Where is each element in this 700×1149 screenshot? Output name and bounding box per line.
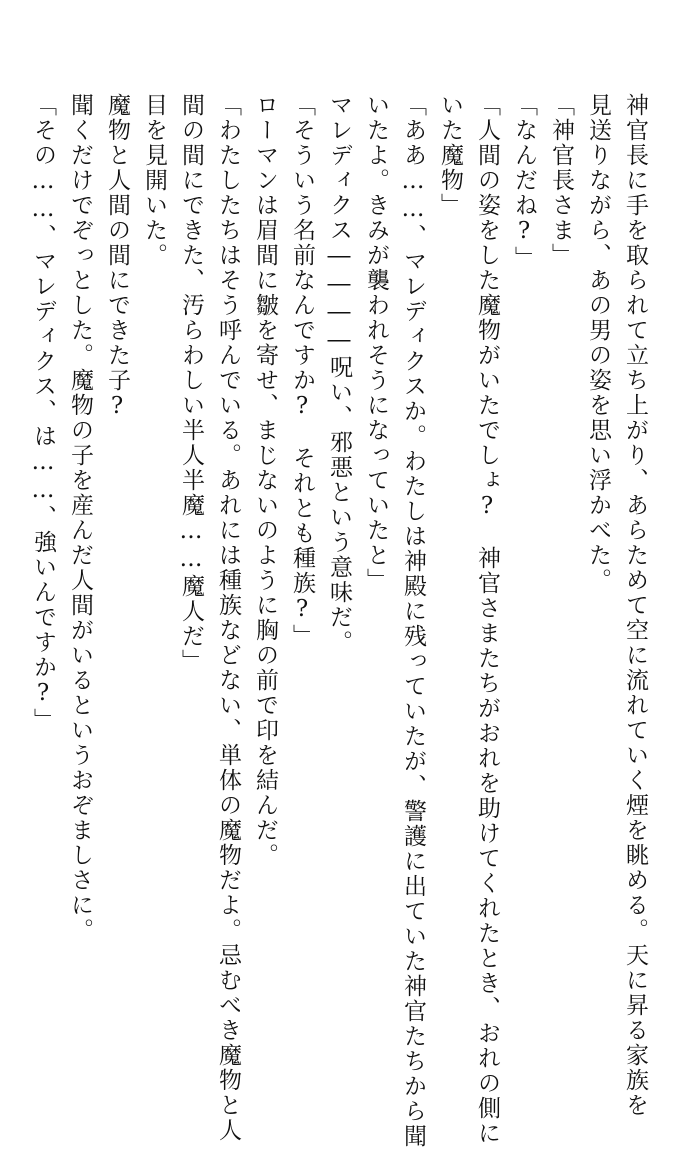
text-column-11: ローマンは眉間に皺を寄せ、まじないのように胸の前で印を結んだ。 [252,93,278,868]
text-column-8: いたよ。きみが襲われそうになっていたと」 [363,93,389,593]
text-column-6: いた魔物」 [437,93,463,218]
text-column-3: 「神官長さま」 [548,93,574,268]
text-column-1: 神官長に手を取られて立ち上がり、あらためて空に流れていく煙を眺める。天に昇る家族を [622,93,648,1118]
text-column-12: 「わたしたちはそう呼んでいる。あれには種族などない、単体の魔物だよ。忌むべき魔物と人 [215,93,241,1143]
text-column-16: 聞くだけでぞっとした。魔物の子を産んだ人間がいるというおぞましさに。 [67,93,93,943]
text-column-2: 見送りながら、あの男の姿を思い浮かべた。 [585,93,611,593]
text-column-7: 「ああ……、マレディクスか。わたしは神殿に残っていたが、警護に出ていた神官たちから聞 [400,93,426,1149]
text-column-4: 「なんだね?」 [511,93,537,271]
text-column-13: 間の間にできた、汚らわしい半人半魔……魔人だ」 [178,93,204,674]
text-column-10: 「そういう名前なんですか? それとも種族?」 [289,93,315,649]
text-column-15: 魔物と人間の間にできた子? [104,93,130,421]
text-column-9: マレディクス――――呪い、邪悪という意味だ。 [326,93,352,655]
text-column-17: 「その……、マレディクス、は……、強いんですか?」 [30,93,56,733]
text-column-14: 目を見開いた。 [141,93,167,268]
text-column-5: 「人間の姿をした魔物がいたでしょ? 神官さまたちがおれを助けてくれたとき、おれの側に [474,93,500,1146]
